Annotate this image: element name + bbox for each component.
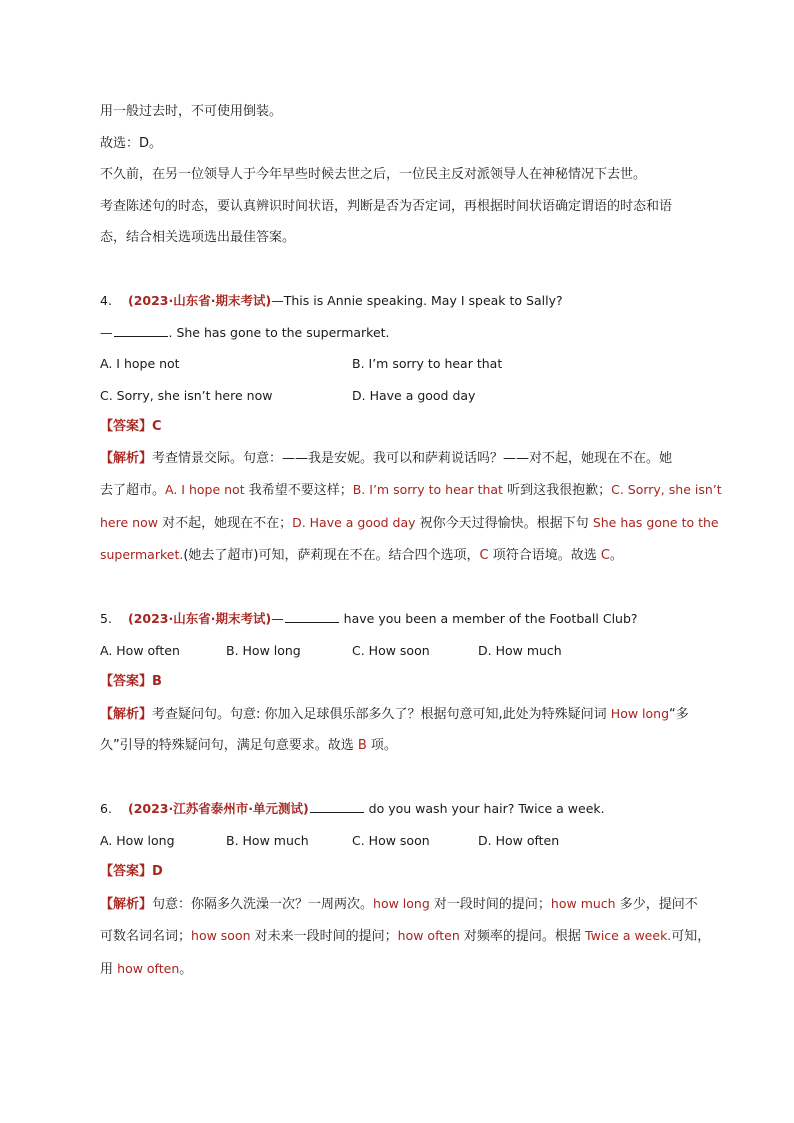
question-number: 6. [100, 801, 112, 816]
document-page [100, 96, 730, 985]
options-row [100, 825, 730, 857]
answer-line [100, 856, 730, 888]
option-b: B. How much [226, 832, 309, 848]
question-stem: 6. (2023·江苏省泰州市·单元测试) do you wash your hair? Twice a week. [100, 793, 730, 825]
option-b: B. I’m sorry to hear that [352, 356, 503, 371]
question-text: —This is Annie speaking. May I speak to Sally? [271, 293, 563, 308]
analysis-line: 久”引导的特殊疑问句，满足句意要求。故选 B 项。 [100, 738, 397, 753]
option-a: A. How often [100, 642, 180, 658]
option-a: A. How long [100, 832, 175, 848]
analysis-line: supermarket.(她去了超市)可知，萨莉现在不在。结合四个选项，C 项符合语境。故选 C。 [100, 547, 623, 563]
explanation-line: 用一般过去时，不可使用倒装。 [100, 104, 283, 119]
answer-value: C [152, 419, 162, 434]
option-c: C. How soon [352, 642, 430, 658]
answer-blank [310, 800, 364, 813]
answer-blank [114, 324, 168, 337]
analysis-line: 【解析】句意：你隔多久洗澡一次？一周两次。how long 对一段时间的提问；how much 多少，提问不 [100, 895, 698, 912]
question-stem: — . She has gone to the supermarket. [100, 324, 390, 340]
analysis-line: 可数名词名词；how soon 对未来一段时间的提问；how often 对频率的提问。根据 Twice a week.可知， [100, 928, 711, 944]
options-row [100, 635, 730, 667]
analysis-line: 【解析】考查疑问句。句意: 你加入足球俱乐部多久了？根据句意可知,此处为特殊疑问词 How long“多 [100, 705, 689, 722]
option-c: C. How soon [352, 832, 430, 848]
option-c: C. Sorry, she isn’t here now [100, 387, 273, 403]
question-stem: 5. (2023·山东省·期末考试)— have you been a member of the Football Club? [100, 603, 730, 635]
option-d: D. How much [478, 642, 562, 658]
analysis-line: here now 对不起，她现在不在；D. Have a good day 祝你今天过得愉快。根据下句 She has gone to the [100, 514, 719, 531]
question-source: (2023·山东省·期末考试) [127, 293, 272, 308]
choice-line: 故选：D。 [100, 135, 163, 151]
options-row [100, 380, 730, 412]
answer-value: D [152, 864, 163, 879]
question-number: 4. [100, 293, 112, 308]
analysis-line: 去了超市。A. I hope not 我希望不要这样；B. I’m sorry to hear that 听到这我很抱歉；C. Sorry, she isn’t [100, 482, 722, 498]
answer-label: 【答案】 [100, 864, 153, 879]
answer-value: B [152, 674, 162, 689]
option-a: A. I hope not [100, 356, 180, 371]
tip-line: 考查陈述句的时态，要认真辨识时间状语，判断是否为否定词，再根据时间状语确定谓语的时态和语 [100, 198, 673, 214]
question-source: (2023·山东省·期末考试) [127, 611, 272, 626]
analysis-line: 用 how often。 [100, 960, 193, 977]
answer-label: 【答案】 [100, 674, 153, 689]
question-source: (2023·江苏省泰州市·单元测试) [127, 801, 309, 816]
analysis-label: 【解析】 [100, 896, 153, 912]
analysis-label: 【解析】 [100, 450, 153, 466]
question-number: 5. [100, 611, 112, 626]
option-d: D. Have a good day [352, 387, 476, 403]
answer-line [100, 666, 730, 698]
option-b: B. How long [226, 642, 301, 658]
options-row [100, 348, 730, 380]
tip-line: 态，结合相关选项选出最佳答案。 [100, 230, 296, 245]
analysis-line: 【解析】考查情景交际。句意：——我是安妮。我可以和萨莉说话吗？——对不起，她现在不在。她 [100, 450, 673, 466]
answer-line [100, 411, 730, 443]
analysis-label: 【解析】 [100, 706, 153, 722]
answer-blank [285, 610, 339, 623]
translation-line: 不久前，在另一位领导人于今年早些时候去世之后，一位民主反对派领导人在神秘情况下去世。 [100, 167, 647, 182]
option-d: D. How often [478, 832, 560, 848]
answer-label: 【答案】 [100, 419, 153, 434]
question-stem [100, 285, 730, 317]
